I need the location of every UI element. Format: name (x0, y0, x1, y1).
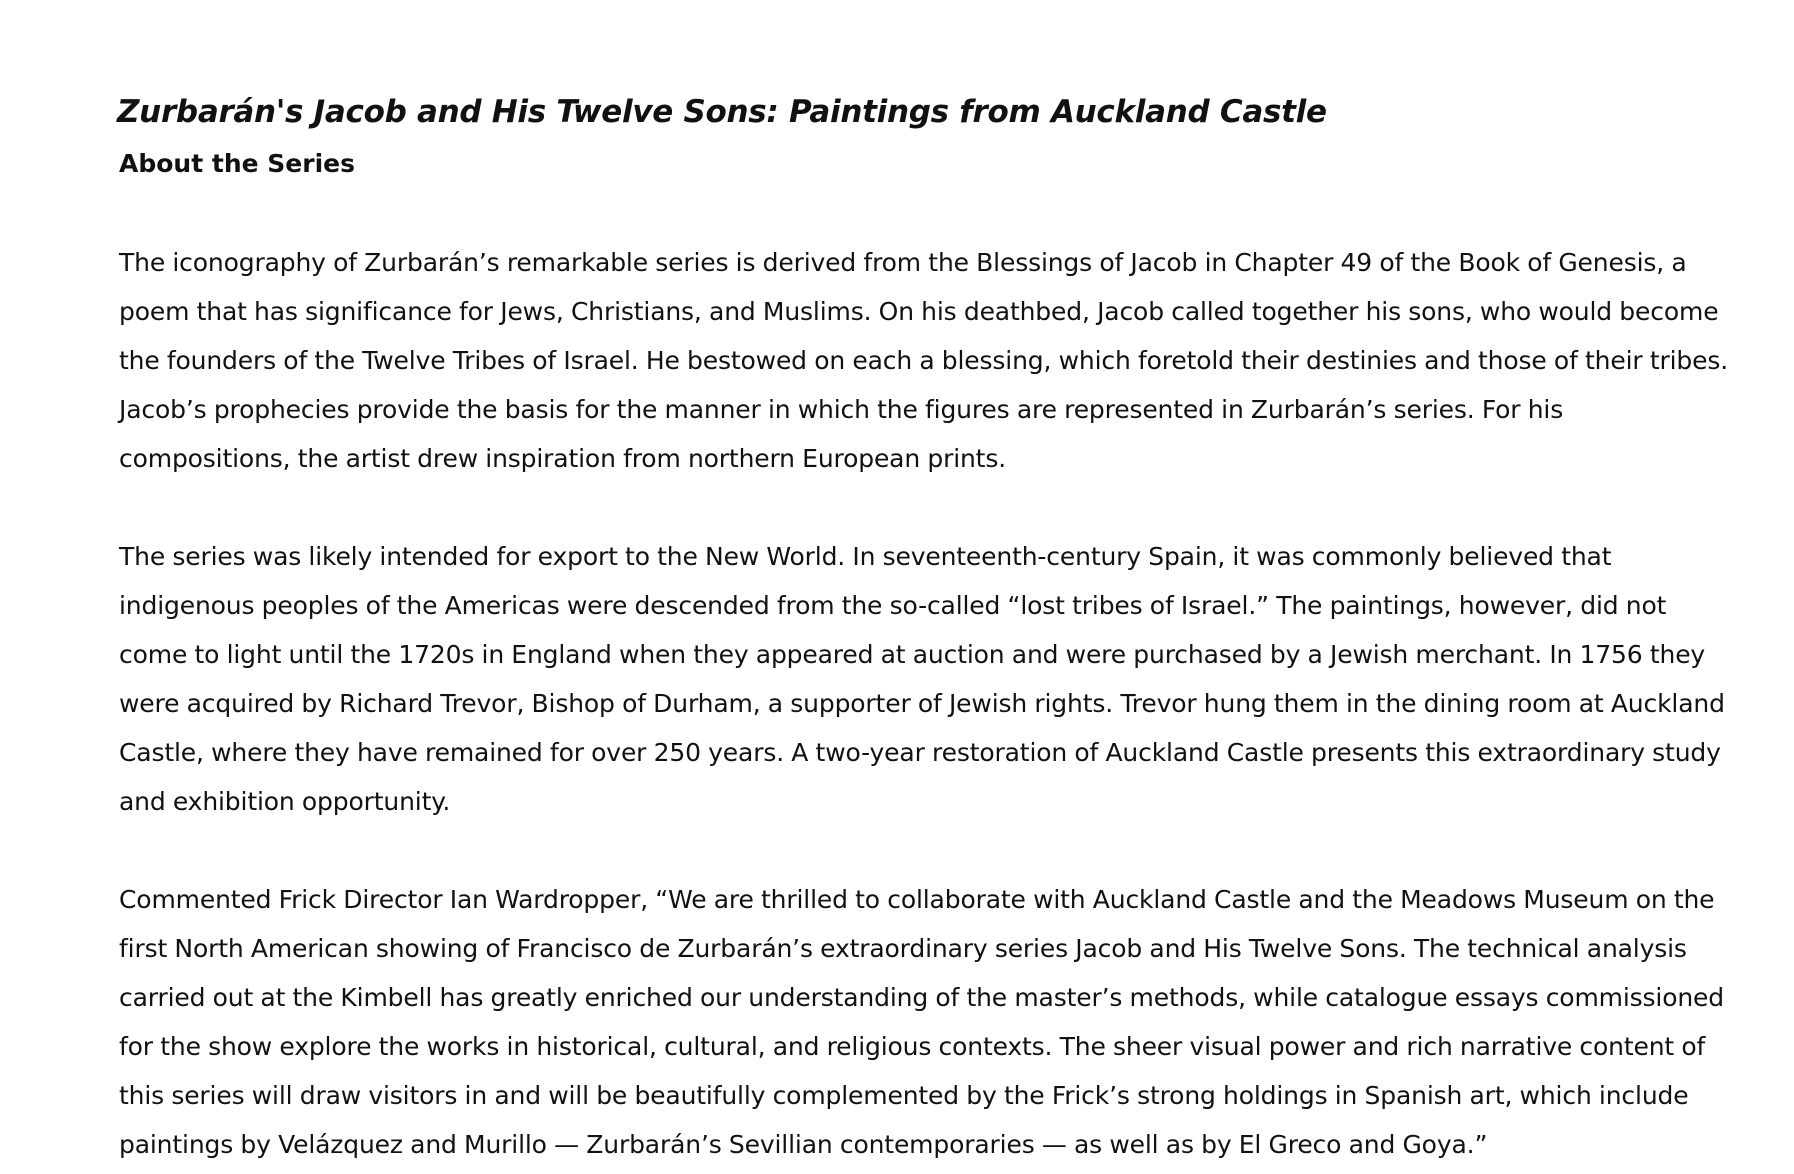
section-heading: About the Series (119, 149, 355, 178)
paragraph-director-quote: Commented Frick Director Ian Wardropper, “We are thrilled to collaborate with Auckland Castle and the Meadows Museum on the first North American showing of Francisco de Zurbarán’s extraordinary series Jacob and His Twelve Sons. The technical analysis carried out at the Kimbell has greatly enriched our understanding of the master’s methods, while catalogue essays commissioned for the show explore the works in historical, cultural, and religious contexts. The sheer visual power and rich narrative content of this series will draw visitors in and will be beautifully complemented by the Frick’s strong holdings in Spanish art, which include paintings by Velázquez and Murillo — Zurbarán’s Sevillian contemporaries — as well as by El Greco and Goya.” (119, 885, 1724, 1159)
article (117, 86, 1737, 1169)
paragraph-iconography: The iconography of Zurbarán’s remarkable series is derived from the Blessings of Jacob in Chapter 49 of the Book of Genesis, a poem that has significance for Jews, Christians, and Muslims. On his deathbed, Jacob called together his sons, who would become the founders of the Twelve Tribes of Israel. He bestowed on each a blessing, which foretold their destinies and those of their tribes. Jacob’s prophecies provide the basis for the manner in which the figures are represented in Zurbarán’s series. For his compositions, the artist drew inspiration from northern European prints. (119, 248, 1729, 473)
paragraph-history: The series was likely intended for export to the New World. In seventeenth-century Spain, it was commonly believed that indigenous peoples of the Americas were descended from the so-called “lost tribes of Israel.” The paintings, however, did not come to light until the 1720s in England when they appeared at auction and were purchased by a Jewish merchant. In 1756 they were acquired by Richard Trevor, Bishop of Durham, a supporter of Jewish rights. Trevor hung them in the dining room at Auckland Castle, where they have remained for over 250 years. A two-year restoration of Auckland Castle presents this extraordinary study and exhibition opportunity. (119, 542, 1725, 816)
article-body (119, 238, 1737, 1169)
page-title: Zurbarán's Jacob and His Twelve Sons: Paintings from Auckland Castle (117, 94, 1327, 130)
